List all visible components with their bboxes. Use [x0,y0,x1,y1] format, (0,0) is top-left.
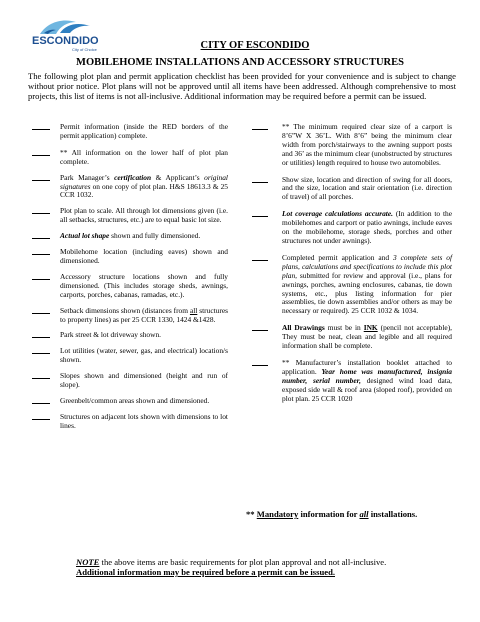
footer-note: NOTE the above items are basic requirements for plot plan approval and not all-inclusive. Additional information may be required before a permit can be issued. [76,557,387,578]
main-title: MOBILEHOME INSTALLATIONS AND ACCESSORY STRUCTURES [76,57,404,68]
checkbox-line[interactable] [252,182,268,183]
checklist-item: Setback dimensions shown (distances from all structures to property lines) as per 25 CCR 1330, 1424 &1428. [32,307,228,325]
logo-tagline: City of Choice [72,47,97,52]
checkbox-line[interactable] [252,365,268,366]
checklist-item: Mobilehome location (including eaves) shown and dimensioned. [32,248,228,266]
checklist-item: Completed permit application and 3 complete sets of plans, calculations and specifications to include this plot plan, submitted for review and approval (i.e., plans for awnings, porches, awning enclosures, cabanas, tie down systems, etc., plus listing information for pier assemblies, tie down assemblies and/or others as may be necessary or required). 25 CCR 1032 & 1034. [252,254,452,316]
right-checklist [252,123,452,403]
checklist-item: Permit information (inside the RED borders of the permit application) complete. [32,123,228,141]
checkbox-line[interactable] [252,216,268,217]
checklist-item: Actual lot shape shown and fully dimensioned. [32,232,228,241]
checklist-item: Lot coverage calculations accurate. (In addition to the mobilehomes and carport or patio awnings, include eaves on the mobilehome, storage sheds, porches and other structures not under awnings). [252,210,452,246]
intro-paragraph: The following plot plan and permit application checklist has been provided for your convenience and is subject to change without prior notice. Plot plans will not be approved until all items have been addressed. Although comprehensive to most projects, this list of items is not all-inclusive. Additional information may be required before a permit can be issued. [28,71,456,102]
checkbox-line[interactable] [32,254,50,255]
checkbox-line[interactable] [32,155,50,156]
checklist-item: Structures on adjacent lots shown with dimensions to lot lines. [32,413,228,431]
checkbox-line[interactable] [32,378,50,379]
checkbox-line[interactable] [32,129,50,130]
checklist-item: Park Manager’s certification & Applicant’s original signatures on one copy of plot plan. H&S 18613.3 & 25 CCR 1032. [32,174,228,201]
checklist-item: Lot utilities (water, sewer, gas, and electrical) location/s shown. [32,347,228,365]
checklist-item: Park street & lot driveway shown. [32,331,228,340]
checkbox-line[interactable] [32,337,50,338]
checkbox-line[interactable] [32,279,50,280]
checkbox-line[interactable] [32,238,50,239]
checkbox-line[interactable] [32,353,50,354]
checkbox-line[interactable] [252,129,268,130]
checklist-item: Show size, location and direction of swing for all doors, and the size, location and stair orientation (i.e. direction of travel) of all porches. [252,176,452,203]
checkbox-line[interactable] [252,330,268,331]
checkbox-line[interactable] [32,419,50,420]
logo-text: ESCONDIDO [32,35,99,47]
left-checklist [32,123,228,431]
checklist-item: Greenbelt/common areas shown and dimensioned. [32,397,228,406]
checklist-item: ** Manufacturer’s installation booklet attached to application. Year home was manufactured, insignia number, serial number, designed wind load data, exposed side wall & roof area (sloped roof), provided on plot plan. 25 CCR 1020 [252,359,452,404]
checklist-item: Plot plan to scale. All through lot dimensions given (i.e. all setbacks, structures, etc.) are to equal basic lot size. [32,207,228,225]
mandatory-note: ** Mandatory information for all installations. [246,509,418,519]
checkbox-line[interactable] [32,180,50,181]
checkbox-line[interactable] [32,403,50,404]
checkbox-line[interactable] [252,260,268,261]
checklist-item: Slopes shown and dimensioned (height and run of slope). [32,372,228,390]
checkbox-line[interactable] [32,313,50,314]
checklist-item: ** All information on the lower half of plot plan complete. [32,149,228,167]
checklist-item: All Drawings must be in INK (pencil not acceptable), They must be neat, clean and legible and all required information shall be complete. [252,324,452,351]
checkbox-line[interactable] [32,213,50,214]
city-title: CITY OF ESCONDIDO [200,40,310,51]
checklist-item: Accessory structure locations shown and fully dimensioned. (This includes storage sheds, awnings, carports, porches, cabanas, ramadas, etc.). [32,273,228,300]
checklist-item: ** The minimum required clear size of a carport is 8’6”W X 36’L. With 8’6” being the minimum clear width from porch/stairways to the awning support posts and 36’ as the minimum clear (unobstructed by structures or utilities) length required to house two automobiles. [252,123,452,168]
